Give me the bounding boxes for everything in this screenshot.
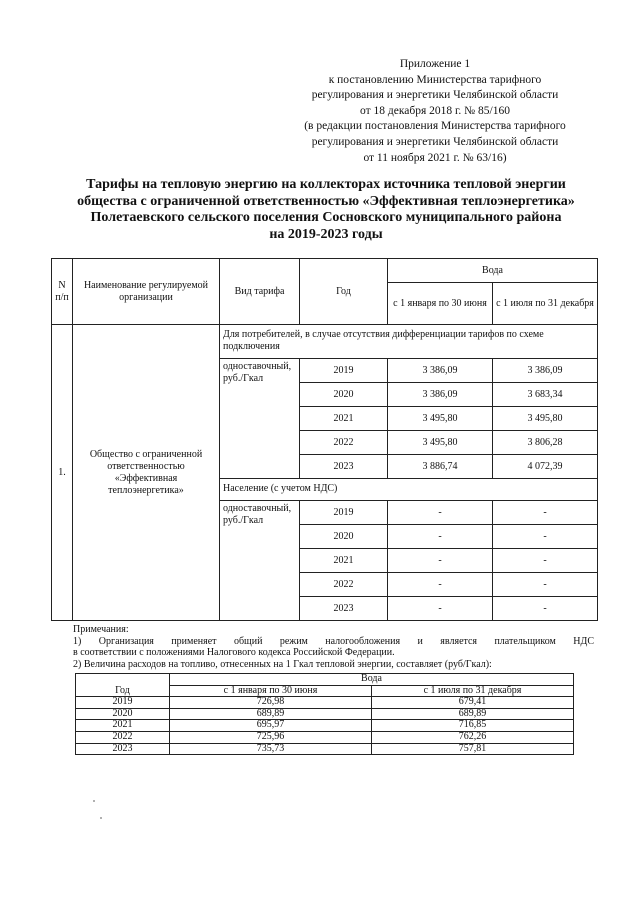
title-line: Полетаевского сельского поселения Сосновского муниципального района xyxy=(90,210,562,226)
tariff-table xyxy=(51,258,598,621)
fuel-value-cell: 757,81 xyxy=(372,743,574,755)
fuel-value-cell: 689,89 xyxy=(372,708,574,720)
header-tariff: Вид тарифа xyxy=(220,259,300,325)
fuel-value-cell: 689,89 xyxy=(170,708,372,720)
document-title xyxy=(40,177,612,243)
note-1-line-1: 1) Организация применяет общий режим налогообложения и является плательщиком НДС xyxy=(73,635,594,647)
fuel-cost-table xyxy=(75,673,574,755)
title-line: Тарифы на тепловую энергию на коллекторах источника тепловой энергии xyxy=(86,177,566,192)
year-cell: 2022 xyxy=(300,573,388,597)
title-line: на 2019-2023 годы xyxy=(269,226,383,242)
fuel-header-period-2: с 1 июля по 31 декабря xyxy=(372,685,574,697)
year-cell: 2021 xyxy=(300,549,388,573)
value-cell: 3 806,28 xyxy=(493,431,598,455)
fuel-value-cell: 716,85 xyxy=(372,720,574,732)
scan-speck xyxy=(93,800,95,802)
appendix-line: от 11 ноября 2021 г. № 63/16) xyxy=(363,151,507,164)
appendix-line: регулирования и энергетики Челябинской области xyxy=(311,89,559,102)
appendix-line: регулирования и энергетики Челябинской области xyxy=(311,135,559,148)
value-cell: - xyxy=(388,573,493,597)
appendix-line: Приложение 1 xyxy=(399,58,471,70)
value-cell: 3 386,09 xyxy=(388,359,493,383)
group-label-consumers: Для потребителей, в случае отсутствия дифференциации тарифов по схеме подключения xyxy=(220,325,598,359)
value-cell: - xyxy=(388,597,493,621)
fuel-value-cell: 735,73 xyxy=(170,743,372,755)
fuel-header-year: Год xyxy=(76,674,170,697)
value-cell: - xyxy=(493,573,598,597)
year-cell: 2021 xyxy=(300,407,388,431)
year-cell: 2020 xyxy=(300,525,388,549)
value-cell: 4 072,39 xyxy=(493,455,598,479)
value-cell: 3 495,80 xyxy=(388,431,493,455)
row-number: 1. xyxy=(52,325,73,621)
notes-heading: Примечания: xyxy=(73,624,129,635)
value-cell: 3 495,80 xyxy=(388,407,493,431)
organization-name: Общество с ограниченной ответственностью «Эффективная теплоэнергетика» xyxy=(73,325,220,621)
appendix-block xyxy=(270,57,600,166)
appendix-line: к постановлению Министерства тарифного xyxy=(328,73,542,86)
fuel-header-water: Вода xyxy=(170,674,574,686)
value-cell: 3 886,74 xyxy=(388,455,493,479)
appendix-line: (в редакции постановления Министерства тарифного xyxy=(304,120,566,133)
header-water: Вода xyxy=(388,259,598,283)
fuel-value-cell: 725,96 xyxy=(170,731,372,743)
fuel-value-cell: 695,97 xyxy=(170,720,372,732)
tariff-type: одноставочный, руб./Гкал xyxy=(220,359,300,479)
year-cell: 2022 xyxy=(300,431,388,455)
year-cell: 2019 xyxy=(300,359,388,383)
tariff-type: одноставочный, руб./Гкал xyxy=(220,501,300,621)
note-2: 2) Величина расходов на топливо, отнесенных на 1 Гкал тепловой энергии, составляет (руб/Гкал): xyxy=(73,658,492,670)
year-cell: 2023 xyxy=(300,597,388,621)
value-cell: - xyxy=(493,549,598,573)
value-cell: 3 386,09 xyxy=(493,359,598,383)
value-cell: 3 386,09 xyxy=(388,383,493,407)
value-cell: - xyxy=(493,501,598,525)
header-year: Год xyxy=(300,259,388,325)
fuel-year-cell: 2023 xyxy=(76,743,170,755)
fuel-value-cell: 762,26 xyxy=(372,731,574,743)
value-cell: 3 683,34 xyxy=(493,383,598,407)
year-cell: 2020 xyxy=(300,383,388,407)
fuel-header-period-1: с 1 января по 30 июня xyxy=(170,685,372,697)
scan-speck xyxy=(100,817,102,819)
fuel-year-cell: 2021 xyxy=(76,720,170,732)
header-org: Наименование регулируемой организации xyxy=(73,259,220,325)
title-line: общества с ограниченной ответственностью «Эффективная теплоэнергетика» xyxy=(77,193,575,209)
group-label-population: Население (с учетом НДС) xyxy=(220,479,598,501)
year-cell: 2019 xyxy=(300,501,388,525)
appendix-line: от 18 декабря 2018 г. № 85/160 xyxy=(360,104,510,117)
header-period-2: с 1 июля по 31 декабря xyxy=(493,283,598,325)
fuel-year-cell: 2019 xyxy=(76,697,170,709)
value-cell: - xyxy=(388,501,493,525)
fuel-year-cell: 2020 xyxy=(76,708,170,720)
notes-block xyxy=(73,624,594,670)
value-cell: - xyxy=(493,525,598,549)
fuel-value-cell: 679,41 xyxy=(372,697,574,709)
value-cell: - xyxy=(388,525,493,549)
note-1-line-2: в соответствии с положениями Налогового кодекса Российской Федерации. xyxy=(73,647,395,659)
year-cell: 2023 xyxy=(300,455,388,479)
header-period-1: с 1 января по 30 июня xyxy=(388,283,493,325)
fuel-value-cell: 726,98 xyxy=(170,697,372,709)
value-cell: 3 495,80 xyxy=(493,407,598,431)
value-cell: - xyxy=(493,597,598,621)
fuel-year-cell: 2022 xyxy=(76,731,170,743)
value-cell: - xyxy=(388,549,493,573)
header-num: N п/п xyxy=(52,259,73,325)
